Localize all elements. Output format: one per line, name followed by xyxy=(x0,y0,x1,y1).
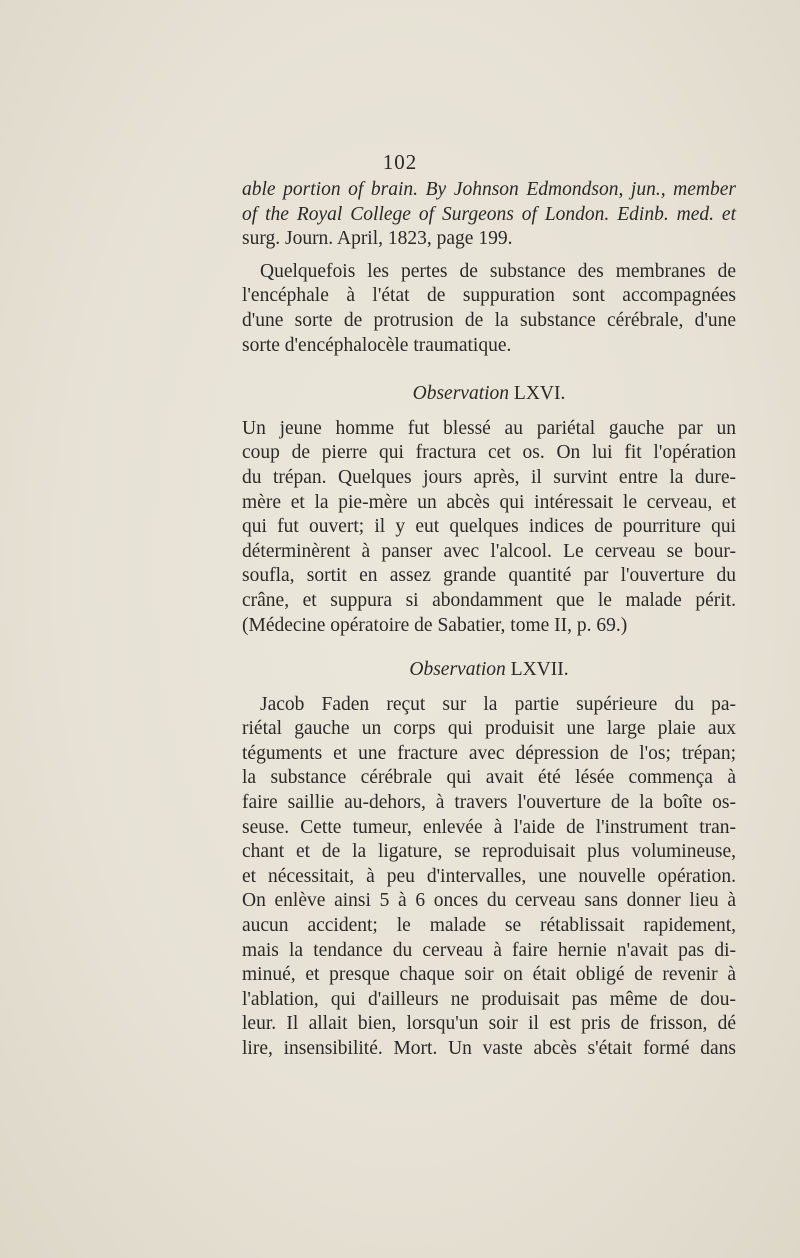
paragraph-line: qui fut ouvert; il y eut quelques indices de pourriture qui xyxy=(242,516,736,538)
reference-line: of the Royal College of Surgeons of London. Edinb. med. et xyxy=(242,203,736,225)
paragraph-line: leur. Il allait bien, lorsqu'un soir il est pris de frisson, dé xyxy=(242,1013,736,1035)
paragraph-line: mère et la pie-mère un abcès qui intéressait le cerveau, et xyxy=(242,491,736,513)
paragraph-line: téguments et une fracture avec dépression de l'os; trépan; xyxy=(242,742,736,764)
paragraph-line: l'ablation, qui d'ailleurs ne produisait pas même de dou- xyxy=(242,988,736,1010)
paragraph-line: déterminèrent à panser avec l'alcool. Le cerveau se bour- xyxy=(242,540,736,562)
paragraph-line: Un jeune homme fut blessé au pariétal gauche par un xyxy=(242,417,736,439)
paragraph-line: riétal gauche un corps qui produisit une large plaie aux xyxy=(242,718,736,740)
reference-continuation xyxy=(242,178,736,252)
paragraph-line: et nécessitait, à peu d'intervalles, une nouvelle opération. xyxy=(242,865,736,887)
paragraph-line: minué, et presque chaque soir on était obligé de revenir à xyxy=(242,964,736,986)
paragraph-line: mais la tendance du cerveau à faire hernie n'avait pas di- xyxy=(242,939,736,961)
observation-heading-67 xyxy=(242,658,736,683)
page-number: 102 xyxy=(382,150,418,174)
paragraph-line: crâne, et suppura si abondamment que le malade périt. xyxy=(242,589,736,611)
paragraph-line: (Médecine opératoire de Sabatier, tome II, p. 69.) xyxy=(242,614,628,636)
paragraph-line: On enlève ainsi 5 à 6 onces du cerveau sans donner lieu à xyxy=(242,890,736,912)
paragraph-line: seuse. Cette tumeur, enlevée à l'aide de l'instrument tran- xyxy=(242,816,736,838)
heading-word: Observation xyxy=(412,383,510,405)
paragraph-line: faire saillie au-dehors, à travers l'ouverture de la boîte os- xyxy=(242,792,736,814)
text-block xyxy=(242,178,736,1062)
heading-number: LXVI. xyxy=(513,383,566,405)
paragraph-line: lire, insensibilité. Mort. Un vaste abcès s'était formé dans xyxy=(242,1038,736,1059)
paragraph-line: coup de pierre qui fractura cet os. On lui fit l'opération xyxy=(242,442,736,464)
paragraph-line: soufla, sortit en assez grande quantité par l'ouverture du xyxy=(242,565,736,587)
paragraph-line: aucun accident; le malade se rétablissait rapidement, xyxy=(242,915,736,937)
heading-number: LXVII. xyxy=(510,659,569,681)
intro-paragraph xyxy=(242,260,736,358)
paragraph-line: Jacob Faden reçut sur la partie supérieure du pa- xyxy=(260,693,736,715)
observation-heading-66 xyxy=(242,382,736,407)
reference-line: surg. Journ. April, 1823, page 199. xyxy=(242,228,513,250)
reference-line: able portion of brain. By Johnson Edmondson, jun., member xyxy=(242,179,736,200)
observation-66-text xyxy=(242,417,736,638)
paragraph-line: Quelquefois les pertes de substance des membranes de xyxy=(260,260,736,282)
observation-67-text xyxy=(242,693,736,1062)
paragraph-line: la substance cérébrale qui avait été lésée commença à xyxy=(242,767,736,789)
paragraph-line: du trépan. Quelques jours après, il survint entre la dure- xyxy=(242,466,736,488)
heading-word: Observation xyxy=(409,659,506,681)
paragraph-line: sorte d'encéphalocèle traumatique. xyxy=(242,334,512,356)
paragraph-line: d'une sorte de protrusion de la substance cérébrale, d'une xyxy=(242,309,736,331)
paragraph-line: chant et de la ligature, se reproduisait plus volumineuse, xyxy=(242,841,736,863)
paragraph-line: l'encéphale à l'état de suppuration sont accompagnées xyxy=(242,285,736,307)
